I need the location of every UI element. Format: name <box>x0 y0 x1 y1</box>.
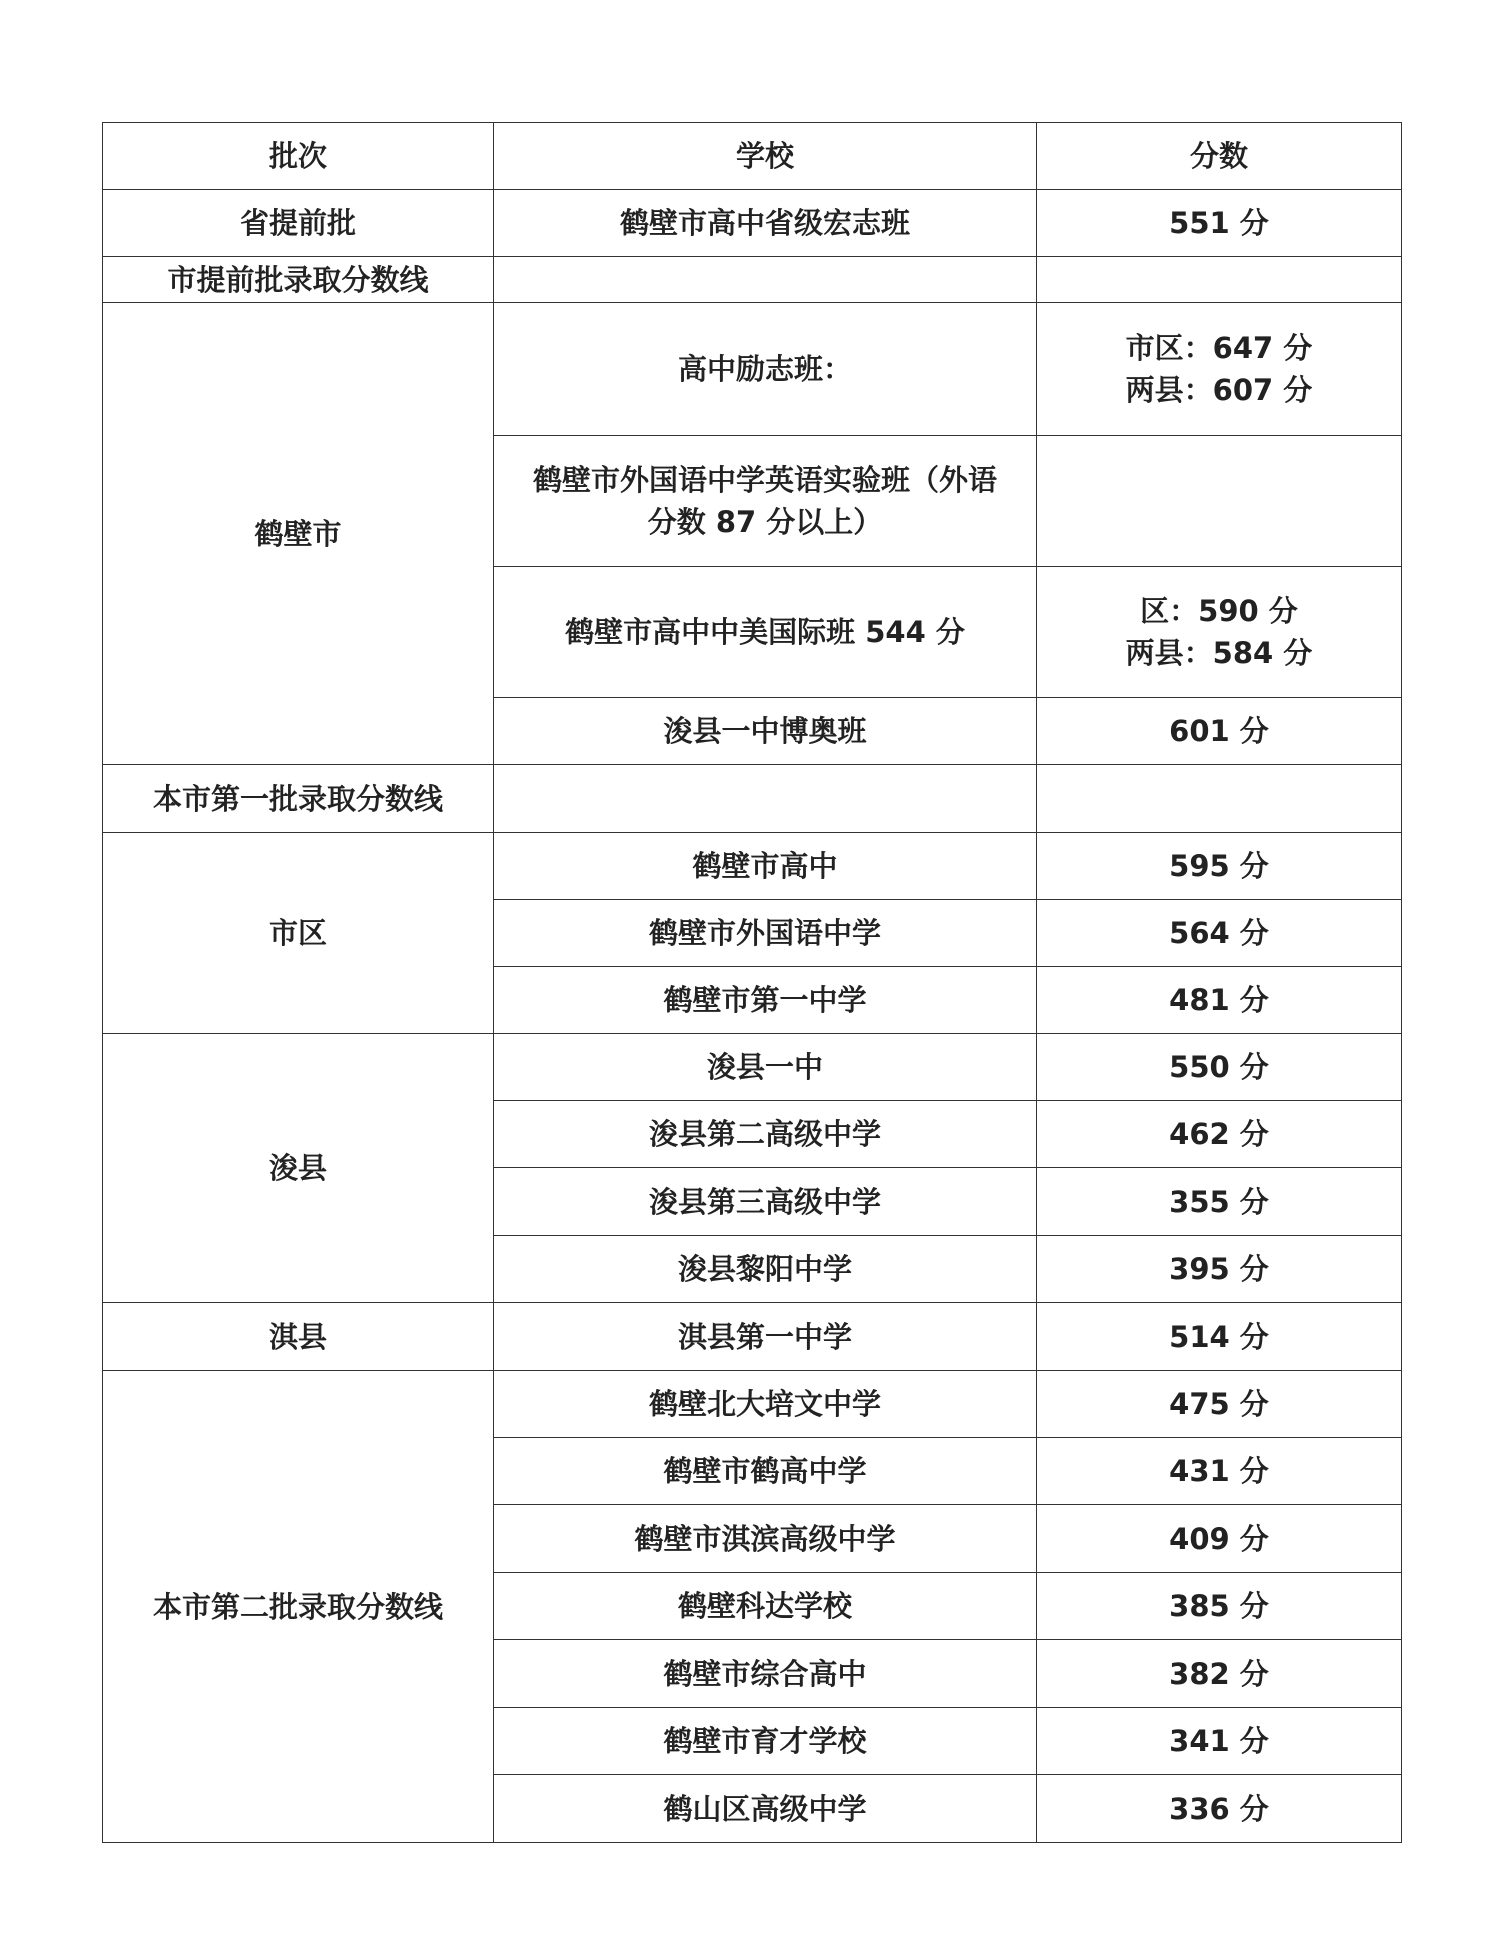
score-cell: 481 分 <box>1037 967 1402 1034</box>
table-row <box>103 190 1402 257</box>
school-cell: 鹤壁市育才学校 <box>494 1708 1037 1775</box>
school-cell: 浚县一中博奥班 <box>494 698 1037 765</box>
school-cell: 淇县第一中学 <box>494 1303 1037 1371</box>
table-row <box>103 1303 1402 1371</box>
school-cell: 鹤壁市鹤高中学 <box>494 1438 1037 1505</box>
score-cell: 601 分 <box>1037 698 1402 765</box>
school-cell: 鹤壁市第一中学 <box>494 967 1037 1034</box>
region-cell-xun: 浚县 <box>103 1034 494 1303</box>
school-cell: 鹤壁市淇滨高级中学 <box>494 1505 1037 1573</box>
score-cell: 355 分 <box>1037 1168 1402 1236</box>
table-row <box>103 1034 1402 1101</box>
score-cell: 551 分 <box>1037 190 1402 257</box>
school-cell: 浚县第三高级中学 <box>494 1168 1037 1236</box>
table-row <box>103 1371 1402 1438</box>
score-cell: 431 分 <box>1037 1438 1402 1505</box>
table-row <box>103 833 1402 900</box>
score-cell: 514 分 <box>1037 1303 1402 1371</box>
batch-cell: 市提前批录取分数线 <box>103 257 494 303</box>
school-cell: 鹤壁北大培文中学 <box>494 1371 1037 1438</box>
table-row <box>103 257 1402 303</box>
school-cell <box>494 436 1037 567</box>
score-cell: 395 分 <box>1037 1236 1402 1303</box>
school-cell <box>494 257 1037 303</box>
header-batch: 批次 <box>103 123 494 190</box>
table-row <box>103 765 1402 833</box>
region-cell-qi: 淇县 <box>103 1303 494 1371</box>
header-score: 分数 <box>1037 123 1402 190</box>
score-cell <box>1037 765 1402 833</box>
score-cell: 385 分 <box>1037 1573 1402 1640</box>
school-cell: 鹤壁市高中中美国际班 544 分 <box>494 567 1037 698</box>
school-cell: 鹤壁市外国语中学 <box>494 900 1037 967</box>
score-cell <box>1037 436 1402 567</box>
school-cell: 鹤山区高级中学 <box>494 1775 1037 1843</box>
header-row <box>103 123 1402 190</box>
score-cell: 382 分 <box>1037 1640 1402 1708</box>
school-cell: 鹤壁科达学校 <box>494 1573 1037 1640</box>
score-cell: 550 分 <box>1037 1034 1402 1101</box>
score-table <box>102 122 1402 1843</box>
table-row <box>103 303 1402 436</box>
score-cell: 462 分 <box>1037 1101 1402 1168</box>
school-cell: 高中励志班： <box>494 303 1037 436</box>
score-cell: 595 分 <box>1037 833 1402 900</box>
school-line: 鹤壁市外国语中学英语实验班（外语 <box>532 463 997 497</box>
batch-cell: 本市第一批录取分数线 <box>103 765 494 833</box>
score-line: 两县：584 分 <box>1125 636 1313 670</box>
score-line: 区：590 分 <box>1140 594 1298 628</box>
score-cell <box>1037 567 1402 698</box>
score-line: 两县：607 分 <box>1125 373 1313 407</box>
school-cell <box>494 765 1037 833</box>
region-cell-hebi: 鹤壁市 <box>103 303 494 765</box>
school-line: 分数 87 分以上） <box>647 505 883 539</box>
region-cell-urban: 市区 <box>103 833 494 1034</box>
batch-cell-second: 本市第二批录取分数线 <box>103 1371 494 1843</box>
school-cell: 鹤壁市高中省级宏志班 <box>494 190 1037 257</box>
header-school: 学校 <box>494 123 1037 190</box>
score-cell <box>1037 303 1402 436</box>
school-cell: 浚县第二高级中学 <box>494 1101 1037 1168</box>
score-cell: 475 分 <box>1037 1371 1402 1438</box>
score-cell <box>1037 257 1402 303</box>
batch-cell: 省提前批 <box>103 190 494 257</box>
school-cell: 浚县一中 <box>494 1034 1037 1101</box>
score-cell: 564 分 <box>1037 900 1402 967</box>
score-cell: 341 分 <box>1037 1708 1402 1775</box>
score-line: 市区：647 分 <box>1125 331 1313 365</box>
score-cell: 409 分 <box>1037 1505 1402 1573</box>
school-cell: 浚县黎阳中学 <box>494 1236 1037 1303</box>
school-cell: 鹤壁市高中 <box>494 833 1037 900</box>
school-cell: 鹤壁市综合高中 <box>494 1640 1037 1708</box>
score-cell: 336 分 <box>1037 1775 1402 1843</box>
